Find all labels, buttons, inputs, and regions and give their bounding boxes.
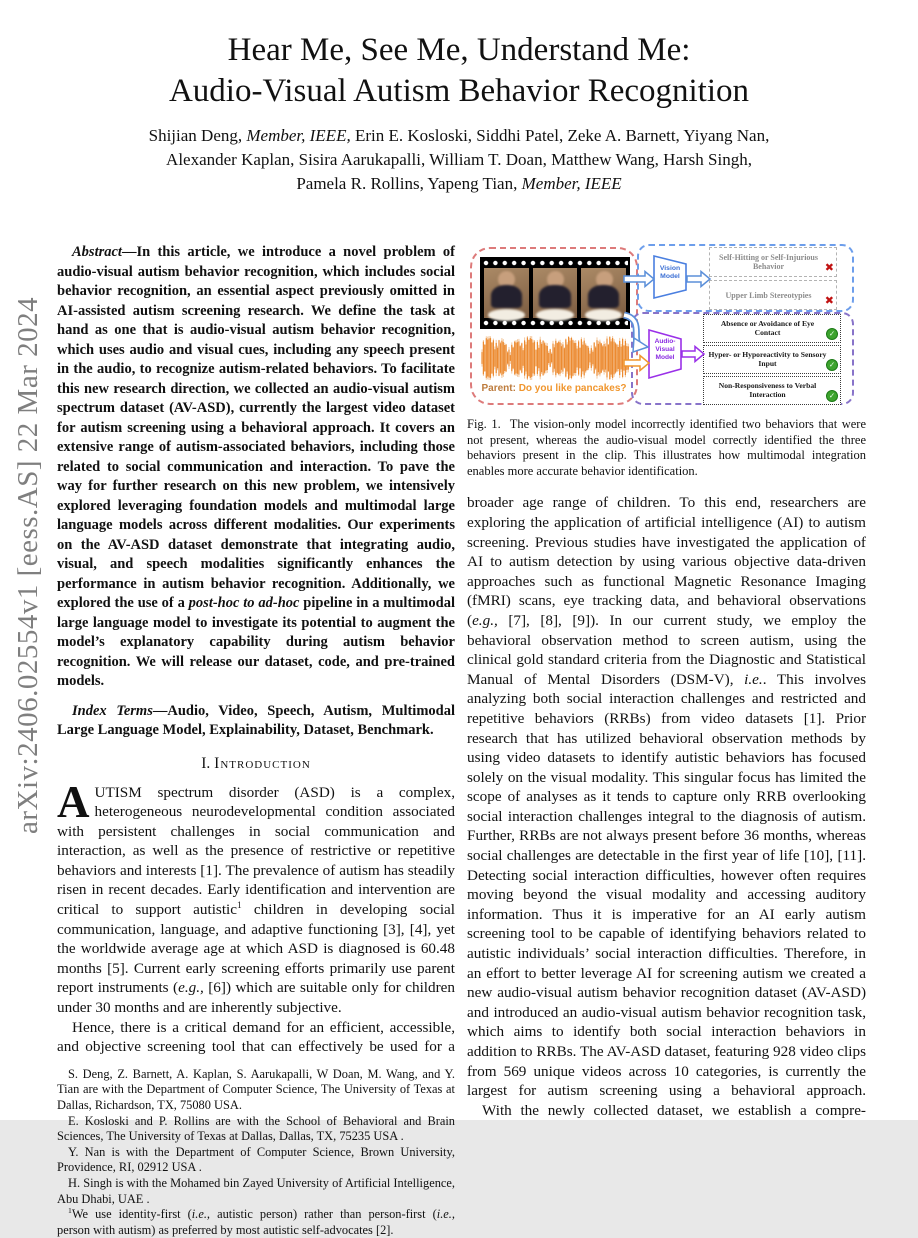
section-heading-introduction: I. Introduction (201, 754, 311, 772)
paper-header (50, 30, 868, 196)
title-line-1: Hear Me, See Me, Understand Me: (227, 32, 691, 68)
filmstrip-sprocket-holes (482, 319, 628, 327)
av-output-behavior (703, 376, 841, 405)
av-output-label: Hyper- or Hyporeactivity to Sensory Input (708, 349, 827, 368)
authors-line-3: Pamela R. Rollins, Yapeng Tian, Member, IEEE (296, 174, 622, 193)
author-list (50, 124, 868, 196)
incorrect-icon: ✖ (824, 261, 834, 274)
vision-model-label: Vision Model (659, 265, 681, 280)
vision-output-behavior (709, 247, 837, 277)
av-model-label: Audio- Visual Model (654, 338, 676, 361)
figure-1 (467, 243, 866, 407)
av-output-behavior (703, 345, 841, 374)
correct-icon: ✓ (826, 359, 838, 371)
speech-text: Do you like pancakes? (515, 383, 627, 394)
figure-1-caption: Fig. 1. The vision-only model incorrectly identified two behaviors that were not present, whereas the audio-visual model correctly identified the three behaviors present in the clip. This illustrates how multimodal integration enables more accurate behavior identification. (467, 417, 866, 478)
av-output-label: Non-Responsiveness to Verbal Interaction (718, 380, 817, 399)
left-column (57, 243, 455, 1238)
footnote-block (57, 1067, 455, 1238)
speech-transcript (476, 383, 632, 394)
av-output-label: Absence or Avoidance of Eye Contact (720, 318, 815, 337)
vision-output-label: Self-Hitting or Self-Injurious Behavior (719, 253, 818, 271)
incorrect-icon: ✖ (824, 294, 834, 307)
index-terms: Index Terms—Audio, Video, Speech, Autism, Multimodal Large Language Model, Explainability, Dataset, Benchmark. (57, 702, 456, 738)
video-frame (581, 268, 626, 318)
title-line-2: Audio-Visual Autism Behavior Recognition (168, 73, 750, 109)
video-frame (484, 268, 529, 318)
correct-icon: ✓ (826, 390, 838, 402)
video-frame (533, 268, 578, 318)
footnote-affiliation-1: S. Deng, Z. Barnett, A. Kaplan, S. Aarukapalli, W Doan, M. Wang, and Y. Tian are with the Department of Computer Science, The University of Texas at Dallas, Richardson, TX, 75080 USA. (57, 1066, 455, 1112)
vision-outputs (709, 247, 837, 310)
correct-icon: ✓ (826, 328, 838, 340)
paper-title (50, 30, 868, 112)
fig-input-group (470, 247, 638, 405)
av-output-behavior (703, 314, 841, 343)
authors-line-2: Alexander Kaplan, Sisira Aarukapalli, William T. Doan, Matthew Wang, Harsh Singh, (166, 150, 752, 169)
footnote-terminology: $^1$We use identity-first (i.e., autistic person) rather than person-first (i.e., person with autism) as preferred by most autistic self-advocates [2]. (57, 1206, 455, 1237)
footnote-affiliation-4: H. Singh is with the Mohamed bin Zayed University of Artificial Intelligence, Abu Dhabi, UAE . (57, 1175, 455, 1206)
footnote-affiliation-3: Y. Nan is with the Department of Computer Science, Brown University, Providence, RI, 02912 USA . (57, 1144, 455, 1175)
abstract: Abstract—In this article, we introduce a novel problem of audio-visual autism behavior recognition, which includes social behavior recognition, an essential aspect previously omitted in AI-assisted autism screening research. We define the task at hand as one that is audio-visual autism behavior recognition, which uses audio and visual cues, including any speech present in the audio, to recognize autism-related behaviors. To facilitate this new research direction, we collected an audio-visual autism spectrum dataset (AV-ASD), currently the largest video dataset for autism screening using a behavioral approach. It covers an extensive range of autism-associated behaviors, including those related to social communication and interaction. To pave the way for further research on this new problem, we intensively explored leveraging foundation models and multimodal large language models across different modalities. Our experiments on the AV-ASD dataset demonstrate that integrating audio, visual, and speech modalities significantly enhances the performance in autism behavior recognition. Additionally, we explored the use of a post-hoc to ad-hoc pipeline in a multimodal large language model to investigate its potential to augment the model’s explanatory capability during autism behavior recognition. We will release our dataset, code, and pre-trained models. (57, 244, 455, 689)
intro-paragraph-2: Hence, there is a critical demand for an efficient, accessible, and objective screening tool that can effectively be used for a (57, 1018, 455, 1056)
av-outputs (703, 314, 841, 405)
footnote-affiliation-2: E. Kosloski and P. Rollins are with the School of Behavioral and Brain Sciences, The University of Texas at Dallas, Dallas, TX, 75235 USA . (57, 1113, 455, 1144)
speaker-label: Parent: (481, 383, 516, 394)
authors-line-1: Shijian Deng, Member, IEEE, Erin E. Kosloski, Siddhi Patel, Zeke A. Barnett, Yiyang Nan, (148, 126, 770, 145)
video-frames (484, 268, 626, 318)
intro-paragraph-1: AUTISM spectrum disorder (ASD) is a complex, heterogeneous neurodevelopmental condition associated with persistent challenges in social communication and interaction, as well as the presence of restrictive or repetitive behaviors and interests [1]. The prevalence of autism has steadily risen in recent decades. Early identification and intervention are critical to support autistic$^1$ children in developing social communication, language, and adaptive functioning [3], [4], yet the worldwide average age at which ASD is diagnosed is 60.48 months [5]. Current early screening efforts primarily use parent report instruments (e.g., [6]) which are suitable only for children under 30 months and are inherently subjective. (57, 776, 456, 1017)
right-column (467, 243, 866, 1120)
arxiv-watermark: arXiv:2406.02554v1 [eess.AS] 22 Mar 2024 (12, 296, 44, 834)
body-paragraph-new: With the newly collected dataset, we establish a compre- (482, 1101, 866, 1119)
body-paragraph-continuation: broader age range of children. To this end, researchers are exploring the application of artificial intelligence (AI) to autism screening. Previous studies have investigated the application of AI to autism detection by using various objective data-driven approaches such as functional Magnetic Resonance Imaging (fMRI) scans, eye tracking data, and behavioral observations (e.g., [7], [8], [9]). In our current study, we employ the behavioral observation method to screen autism, using the clinical gold standard criteria from the Diagnostic and Statistical Manual of Mental Disorders (DSM-V), i.e.. This involves analyzing both social interaction challenges and restricted and repetitive behaviors (RRBs) from video datasets [1]. Prior research that has utilized behavioral observation methods by using video datasets to identify autistic behaviors has focused solely on the visual modality. This singular focus has limited the scope of analyses as it tends to capture only RRB overlooking social interaction challenges integral to the diagnosis of autism. Further, RRBs are not always present before 36 months, whereas social challenges are detectable in the first year of life [10], [11]. Detecting social interaction difficulties, however often requires moving beyond the visual modality and accessing auditory information. Thus it is imperative for an AI early autism screening tool to be capable of identifying behaviors related to autistic individuals’ social interaction difficulties. Therefore, in an effort to better leverage AI for screening autism we created a new audio-visual autism behavior recognition dataset (AV-ASD) and introduced an audio-visual autism behavior recognition task, which aims to identify both social interaction behaviors in addition to RRBs. The AV-ASD dataset, featuring 928 video clips from 569 unique videos across 10 categories, is currently the largest for autism screening using a behavioral approach. (467, 494, 866, 1100)
video-frames-filmstrip (480, 257, 630, 329)
audio-waveform (481, 335, 629, 381)
vision-output-label: Upper Limb Stereotypies (725, 290, 812, 300)
filmstrip-sprocket-holes (482, 259, 628, 267)
vision-output-behavior (709, 280, 837, 310)
